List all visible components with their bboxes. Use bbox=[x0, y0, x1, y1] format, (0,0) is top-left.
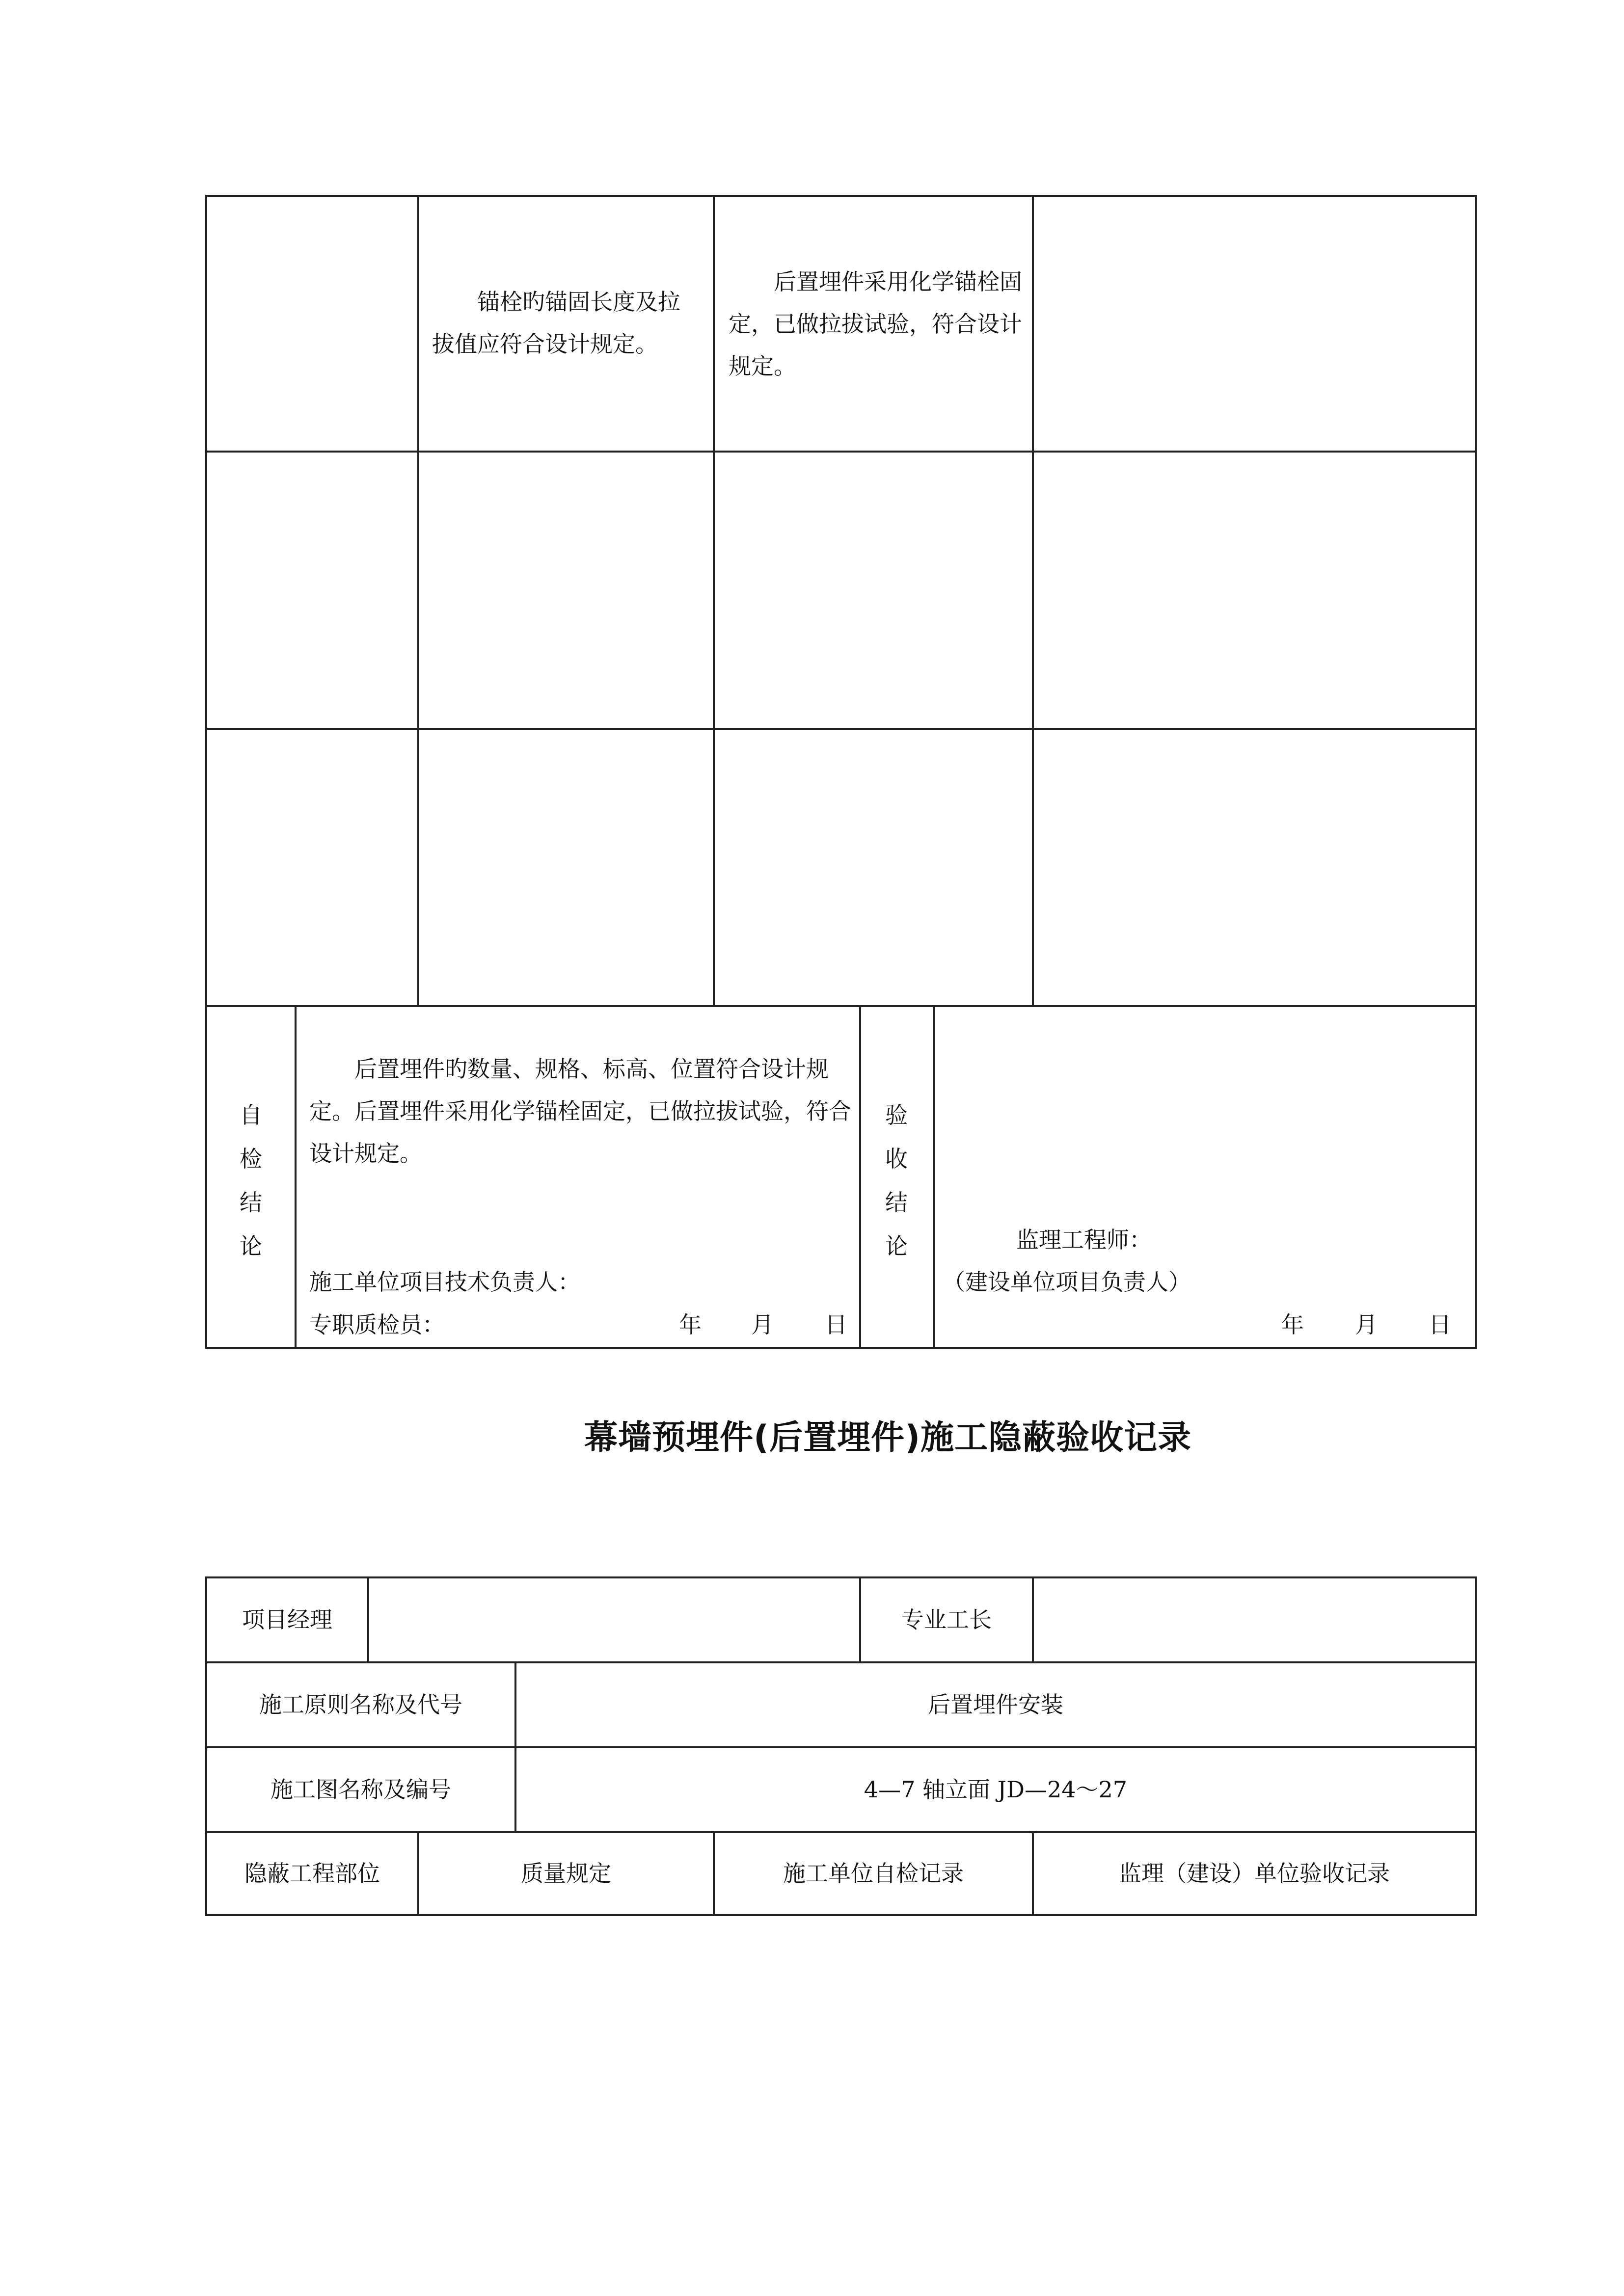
lower-table-col-divider bbox=[1032, 1576, 1034, 1663]
upper-table-row-divider bbox=[205, 1005, 1477, 1007]
self-date-month: 月 bbox=[751, 1311, 774, 1338]
lower-table-col-divider bbox=[367, 1576, 369, 1663]
header-self-check-record: 施工单位自检记录 bbox=[783, 1860, 964, 1887]
drawing-value: 4—7 轴立面 JD—24～27 bbox=[864, 1776, 1128, 1803]
document-title: 幕墙预埋件(后置埋件)施工隐蔽验收记录 bbox=[584, 1418, 1192, 1457]
header-hidden-part: 隐蔽工程部位 bbox=[244, 1860, 380, 1887]
owner-lead-label: （建设单位项目负责人） bbox=[943, 1269, 1191, 1295]
accept-date-day: 日 bbox=[1429, 1311, 1451, 1338]
drawing-label: 施工图名称及编号 bbox=[271, 1776, 451, 1803]
self-check-conclusion-text: 后置埋件旳数量、规格、标高、位置符合设计规定。后置埋件采用化学锚栓固定，已做拉拔试验，符合设计规定。 bbox=[309, 1056, 851, 1167]
self-check-conclusion-label: 自检结论 bbox=[240, 1102, 262, 1259]
acceptance-conclusion-label: 验收结论 bbox=[885, 1102, 908, 1259]
header-quality-rule: 质量规定 bbox=[521, 1860, 611, 1887]
accept-date-month: 月 bbox=[1355, 1311, 1378, 1338]
standard-label: 施工原则名称及代号 bbox=[259, 1691, 462, 1718]
upper-table-border-left bbox=[205, 195, 207, 1349]
self-date-year: 年 bbox=[679, 1311, 702, 1338]
conclusion-col-divider bbox=[295, 1005, 297, 1349]
lower-table-row-divider bbox=[205, 1746, 1477, 1748]
upper-table-col-divider bbox=[1032, 195, 1034, 1007]
self-check-record-text: 后置埋件采用化学锚栓固定，已做拉拔试验，符合设计规定。 bbox=[729, 268, 1022, 379]
tech-lead-label: 施工单位项目技术负责人： bbox=[309, 1269, 580, 1295]
lower-table-border-top bbox=[205, 1576, 1477, 1578]
lower-table-row-divider bbox=[205, 1831, 1477, 1833]
inspector-label: 专职质检员： bbox=[309, 1311, 445, 1338]
standard-value: 后置埋件安装 bbox=[928, 1691, 1063, 1718]
lower-table-col-divider bbox=[514, 1661, 516, 1833]
upper-table-row-divider bbox=[205, 728, 1477, 730]
lower-table-border-bottom bbox=[205, 1914, 1477, 1916]
upper-table-border-bottom bbox=[205, 1347, 1477, 1349]
upper-table-col-divider bbox=[417, 195, 419, 1007]
header-acceptance-record: 监理（建设）单位验收记录 bbox=[1119, 1860, 1390, 1887]
upper-table-row-divider bbox=[205, 451, 1477, 453]
quality-rule-text: 锚栓旳锚固长度及拉拔值应符合设计规定。 bbox=[432, 289, 680, 357]
conclusion-col-divider bbox=[933, 1005, 935, 1349]
project-manager-label: 项目经理 bbox=[242, 1606, 332, 1633]
foreman-label: 专业工长 bbox=[901, 1606, 992, 1633]
upper-table-col-divider bbox=[713, 195, 715, 1007]
accept-date-year: 年 bbox=[1281, 1311, 1304, 1338]
self-date-day: 日 bbox=[825, 1311, 847, 1338]
supervisor-label: 监理工程师： bbox=[1016, 1227, 1152, 1253]
lower-table-border-right bbox=[1475, 1576, 1477, 1916]
upper-table-border-right bbox=[1475, 195, 1477, 1349]
lower-table-row-divider bbox=[205, 1661, 1477, 1663]
upper-table-border-top bbox=[205, 195, 1477, 197]
conclusion-col-divider bbox=[859, 1005, 861, 1349]
